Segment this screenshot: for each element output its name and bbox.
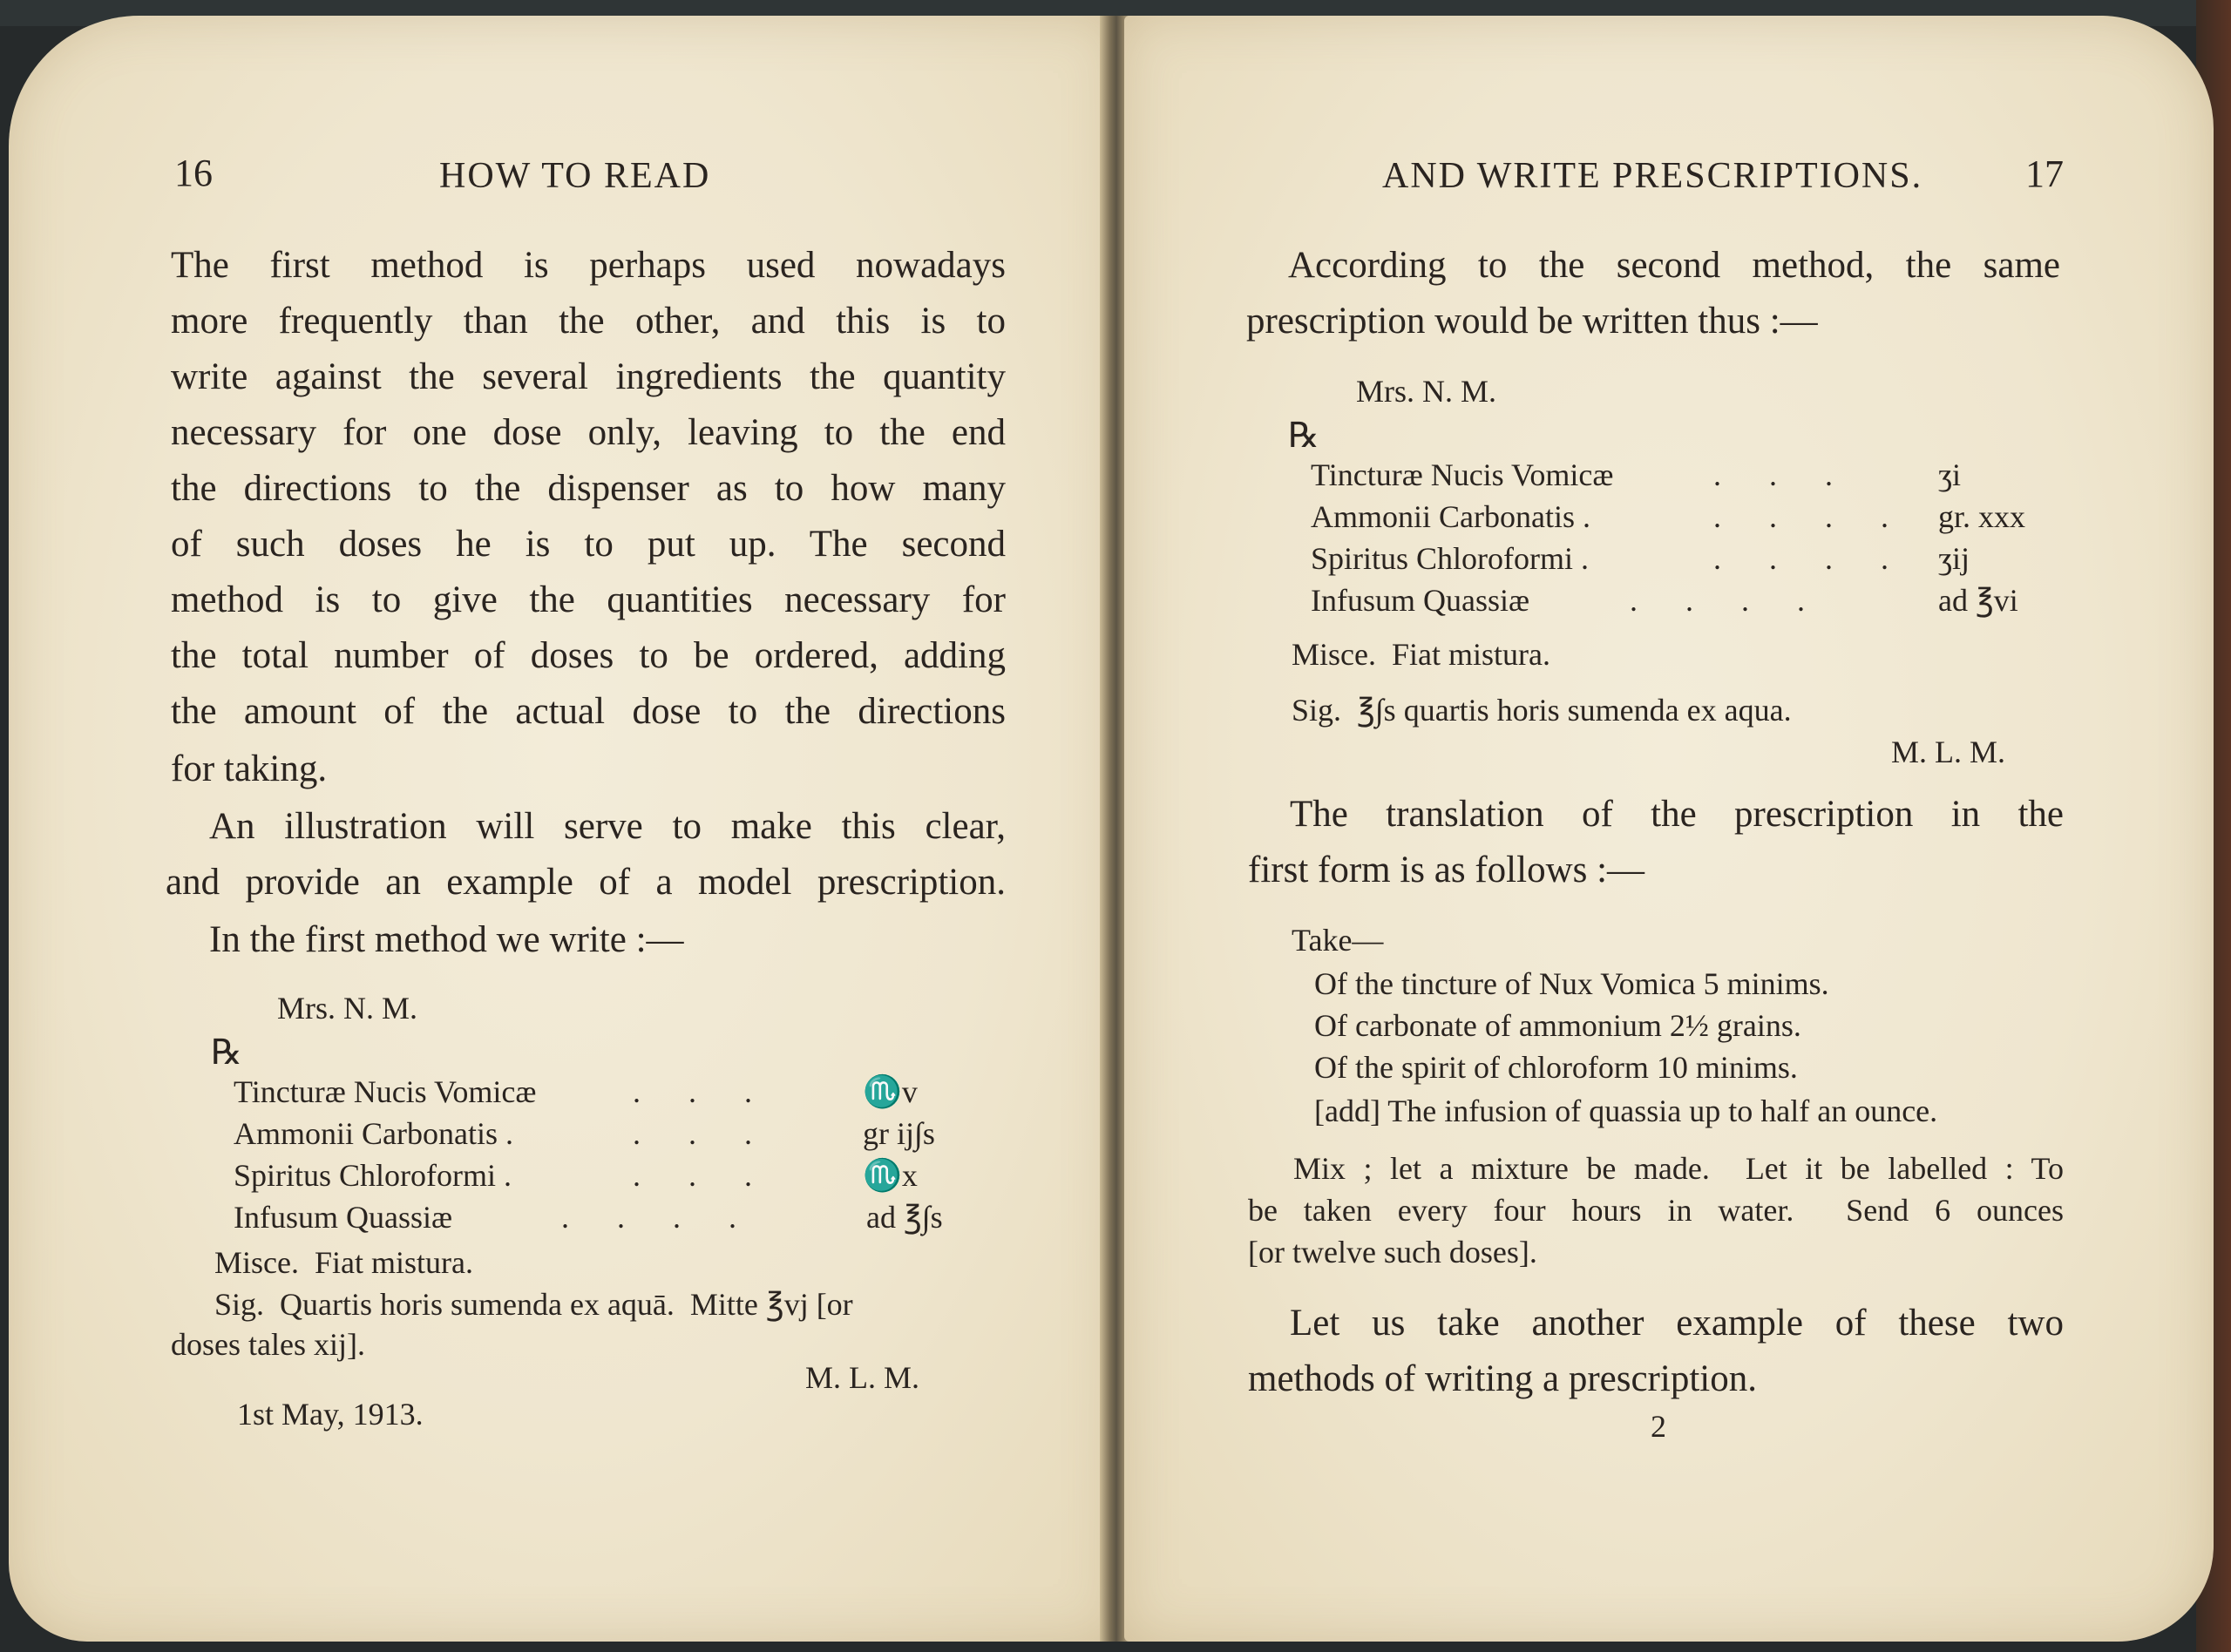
ingredient-qty: gr ij∫s: [863, 1116, 935, 1151]
ingredient-name: Ammonii Carbonatis .: [234, 1116, 513, 1151]
text-line: Let us take another example of these two: [1290, 1303, 2064, 1344]
sig-line: Sig. ℥∫s quartis horis sumenda ex aqua.: [1292, 693, 1792, 728]
leader-dots: . . . .: [561, 1200, 736, 1235]
translation-line: [add] The infusion of quassia up to half an ounce.: [1314, 1093, 1938, 1128]
prescriber-signature: M. L. M.: [805, 1360, 920, 1395]
text-line: first form is as follows :—: [1248, 850, 1645, 890]
ingredient-name: Tincturæ Nucis Vomicæ: [234, 1074, 537, 1109]
ingredient-name: Infusum Quassiæ: [1311, 583, 1529, 618]
text-line: necessary for one dose only, leaving to the end: [171, 412, 1006, 453]
ingredient-name: Spiritus Chloroformi .: [1311, 541, 1590, 576]
running-head: AND WRITE PRESCRIPTIONS.: [1382, 156, 1923, 196]
sig-line-continued: doses tales xij].: [171, 1327, 365, 1362]
take-label: Take—: [1292, 923, 1384, 958]
rx-symbol: ℞: [211, 1032, 242, 1072]
text-line: and provide an example of a model prescription.: [166, 862, 1006, 903]
leader-dots: . . . .: [1630, 583, 1805, 618]
signature-mark: 2: [1651, 1409, 1666, 1444]
text-line: of such doses he is to put up. The second: [171, 524, 1006, 565]
text-line: method is to give the quantities necessary for: [171, 579, 1006, 620]
text-line: An illustration will serve to make this clear,: [209, 806, 1006, 847]
page-number: 17: [2025, 152, 2064, 195]
ingredient-name: Tincturæ Nucis Vomicæ: [1311, 457, 1614, 492]
text-line: Mix ; let a mixture be made. Let it be labelled : To: [1293, 1151, 2064, 1186]
leader-dots: . . .: [633, 1116, 752, 1151]
text-line: According to the second method, the same: [1288, 245, 2060, 286]
text-line: for taking.: [171, 748, 328, 789]
ingredient-name: Spiritus Chloroformi .: [234, 1158, 512, 1193]
ingredient-qty: ♏v: [863, 1074, 918, 1109]
text-line: the directions to the dispenser as to how many: [171, 468, 1006, 509]
rx-symbol: ℞: [1288, 416, 1319, 455]
running-head: HOW TO READ: [439, 156, 711, 196]
translation-line: Of carbonate of ammonium 2½ grains.: [1314, 1008, 1801, 1043]
left-page: [9, 16, 1116, 1642]
text-line: the total number of doses to be ordered, adding: [171, 635, 1006, 676]
leader-dots: . . . .: [1713, 499, 1889, 534]
leader-dots: . . .: [633, 1074, 752, 1109]
ingredient-qty: ad ℥∫s: [866, 1200, 943, 1235]
leader-dots: . . . .: [1713, 541, 1889, 576]
text-line: methods of writing a prescription.: [1248, 1358, 1757, 1399]
misce-line: Misce. Fiat mistura.: [214, 1245, 473, 1280]
text-line: the amount of the actual dose to the directions: [171, 691, 1006, 732]
translation-line: Of the tincture of Nux Vomica 5 minims.: [1314, 966, 1829, 1001]
ingredient-qty: ʒij: [1938, 541, 1970, 576]
intro-line: In the first method we write :—: [209, 919, 684, 960]
sig-line: Sig. Quartis horis sumenda ex aquā. Mitte ℥vj [or: [214, 1287, 853, 1322]
patient-name: Mrs. N. M.: [277, 991, 418, 1026]
ingredient-qty: gr. xxx: [1938, 499, 2026, 534]
text-line: write against the several ingredients the quantity: [171, 356, 1006, 397]
text-line: prescription would be written thus :—: [1246, 301, 1818, 342]
leader-dots: . . .: [1713, 457, 1833, 492]
text-line: more frequently than the other, and this is to: [171, 301, 1006, 342]
text-line: The first method is perhaps used nowadays: [171, 245, 1006, 286]
page-number: 16: [174, 152, 213, 194]
prescription-date: 1st May, 1913.: [237, 1397, 424, 1432]
ingredient-name: Infusum Quassiæ: [234, 1200, 452, 1235]
text-line: The translation of the prescription in the: [1290, 794, 2064, 835]
ingredient-qty: ♏x: [863, 1158, 918, 1193]
ingredient-qty: ʒi: [1938, 457, 1961, 492]
text-line: be taken every four hours in water. Send 6 ounces: [1248, 1193, 2064, 1228]
patient-name: Mrs. N. M.: [1356, 374, 1497, 409]
right-page: [1124, 16, 2214, 1642]
ingredient-qty: ad ℥vi: [1938, 583, 2018, 618]
prescriber-signature: M. L. M.: [1891, 735, 2006, 769]
text-line: [or twelve such doses].: [1248, 1235, 1537, 1269]
misce-line: Misce. Fiat mistura.: [1292, 637, 1550, 672]
ingredient-name: Ammonii Carbonatis .: [1311, 499, 1590, 534]
leader-dots: . . .: [633, 1158, 752, 1193]
translation-line: Of the spirit of chloroform 10 minims.: [1314, 1050, 1798, 1085]
